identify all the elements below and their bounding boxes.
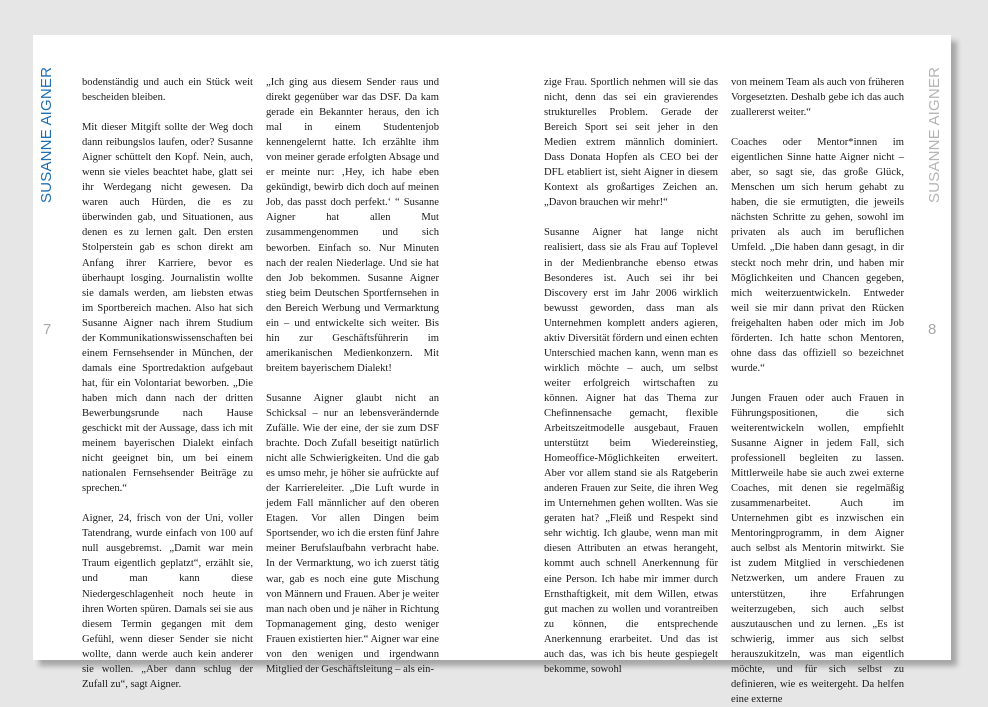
paragraph: Aigner, 24, frisch von der Uni, voller Tatendrang, wurde einfach von 100 auf null ausgebremst. „Damit war mein Traum eigentlich geplatzt“, erzählt sie, und man kann diese Niedergeschlagenheit noch heute in ihren Worten spüren. Damals sei sie aus diesem Termin gegangen mit dem Gefühl, wenn dieser Sender sie nicht wollte, dann werde auch kein anderer sie wollen. „Aber dann schlug der Zufall zu“, sagt Aigner. bbox=[82, 513, 253, 690]
paragraph: Susanne Aigner glaubt nicht an Schicksal – nur an lebensverändernde Zufälle. Wie der eine, der sie zum DSF brachte. Doch Zufall beseitigt natürlich nicht alle Schwierigkeiten. Und die gab es umso mehr, je höher sie aufrückte auf der Karriereleiter. „Die Luft wurde in jedem Fall männlicher auf den oberen Etagen. Vor allen Dingen beim Sportsender, wo ich die ersten fünf Jahre meiner Berufslaufbahn verbracht habe. In der Vermarktung, wo ich zuerst tätig war, gab es noch eine gute Mischung von Männern und Frauen. Aber je weiter man nach oben und je näher in Richtung Topmanagement ging, desto weniger Frauen existierten hier.“ Aigner war eine von den wenigen und irgendwann Mitglied der Geschäftsleitung – als ein- bbox=[266, 392, 439, 675]
page-number-left: 7 bbox=[43, 321, 52, 338]
author-name-right: SUSANNE AIGNER bbox=[926, 66, 943, 203]
text-column-2 bbox=[266, 75, 439, 677]
paragraph: „Ich ging aus diesem Sender raus und direkt gegenüber war das DSF. Da kam gerade ein Bekannter heraus, den ich mal in einem Studentenjob kennengelernt hatte. Ich erzählte ihm von meiner gerade erfolgten Absage und er meinte nur: ‚Hey, ich habe eben gekündigt, bewirb dich doch auf meinen Job, das passt doch perfekt.‘ “ Susanne Aigner hat allen Mut zusammengenommen und sich beworben. Einfach so. Nur Minuten nach der realen Niederlage. Und sie hat den Job bekommen. Susanne Aigner stieg beim Deutschen Sportfernsehen in den Bereich Werbung und Vermarktung ein – und entwickelte sich weiter. Bis hin zur Geschäftsführerin im amerikanischen Medienkonzern. Mit breitem bayerischem Dialekt! bbox=[266, 77, 439, 374]
text-column-1 bbox=[82, 75, 253, 692]
author-name-left: SUSANNE AIGNER bbox=[38, 66, 55, 203]
paragraph: Coaches oder Mentor*innen im eigentlichen Sinne hatte Aigner nicht – aber, so sagt sie, das große Glück, Menschen um sich herum gehabt zu haben, die sie ermutigten, die jeweils nächsten Schritte zu gehen, sowohl im privaten als auch im beruflichen Umfeld. „Die haben dann gesagt, in dir steckt noch mehr drin, und haben mir Möglichkeiten und Chancen gegeben, mich weiterzuentwickeln. Entweder weil sie mir dann privat den Rücken freigehalten haben oder mich im Job förderten. Ich hatte schon Mentoren, ohne dass das offiziell so bezeichnet wurde.“ bbox=[731, 137, 904, 374]
paragraph: bodenständig und auch ein Stück weit bescheiden bleiben. bbox=[82, 77, 253, 104]
magazine-spread bbox=[33, 35, 951, 705]
paragraph: Jungen Frauen oder auch Frauen in Führungspositionen, die sich weiterentwickeln wollen, empfiehlt Susanne Aigner in jedem Fall, sich professionell begleiten zu lassen. Mittlerweile habe sie auch zwei externe Coaches, mit denen sie regelmäßig zusammenarbeitet. Auch im Unternehmen gibt es inzwischen ein Mentoringprogramm, in dem Aigner auch selbst als Mentorin mitwirkt. Sie ist zudem Mitglied in verschiedenen Netzwerken, um andere Frauen zu unterstützen, ihre Erfahrungen weiterzugeben, sich auch selbst auszutauschen und zu lernen. „Es ist schwierig, immer aus sich selbst herauszukitzeln, was man eigentlich möchte, und für sich selbst zu definieren, wie es weitergeht. Da helfen eine externe bbox=[731, 392, 904, 705]
paragraph: zige Frau. Sportlich nehmen will sie das nicht, denn das sei ein gravierendes strukturelles Problem. Gerade der Bereich Sport sei seit jeher in den Medien extrem männlich dominiert. Dass Donata Hopfen als CEO bei der DFL etabliert ist, sieht Aigner in diesem Kontext als großartiges Zeichen an. „Davon brauchen wir mehr!“ bbox=[544, 77, 718, 209]
text-column-3 bbox=[544, 75, 718, 677]
page-number-right: 8 bbox=[928, 321, 937, 338]
paragraph: Susanne Aigner hat lange nicht realisiert, dass sie als Frau auf Toplevel in der Medienbranche ebenso etwas Besonderes ist. Auch sei ihr bei Discovery erst im Jahr 2006 wirklich bewusst geworden, dass man als Unternehmen komplett anders agieren, aktiv Diversität fördern und einen echten Unterschied machen kann, wenn man es wirklich möchte – auch, um selbst weiter erfolgreich wirtschaften zu können. Aigner hat das Thema zur Chefinnensache gemacht, flexible Arbeitszeitmodelle ausgebaut, Frauen unterstützt beim Wiedereinstieg, Homeoffice-Möglichkeiten erweitert. Aber vor allem stand sie als Ratgeberin anderen Frauen zur Seite, die ihren Weg im Unternehmen gehen wollten. Was sie geraten hat? „Fleiß und Respekt sind sehr wichtig. Ich glaube, wenn man mit diesen Attributen an etwas herangeht, kommt auch schnell Anerkennung für eine Person. Ich habe mir immer durch Ernsthaftigkeit, mit dem Willen, etwas gut machen zu wollen und vorantreiben zu können, die entsprechende Anerkennung erarbeitet. Und das ist auch das, was ich bis heute gespiegelt bekomme, sowohl bbox=[544, 227, 718, 675]
paragraph: von meinem Team als auch von früheren Vorgesetzten. Deshalb gebe ich das auch zuallererst weiter.“ bbox=[731, 77, 904, 119]
text-column-4 bbox=[731, 75, 904, 707]
paragraph: Mit dieser Mitgift sollte der Weg doch dann reibungslos laufen, oder? Susanne Aigner schüttelt den Kopf. Nein, auch, wenn sie vieles beachtet habe, glatt sei ihr Werdegang nicht gewesen. Da waren auch Hürden, die es zu überwinden gab, und Situationen, aus denen es zu lernen galt. Den ersten Stolperstein gab es schon direkt am Anfang ihrer Karriere, bevor es überhaupt losging. Journalistin wollte sie damals werden, am liebsten etwas im Sportbereich machen. Also hat sich Susanne Aigner nach ihrem Studium der Kommunikationswissenschaften bei einem Fernsehsender in München, der damals eine Sportredaktion aufgebaut hat, für ein Volontariat beworben. „Die haben mich dann nach der dritten Bewerbungsrunde nach Hause geschickt mit der Aussage, dass ich mit meinem bayerischen Dialekt einfach nicht geeignet bin, um bei einem nationalen Fernsehsender Beiträge zu sprechen.“ bbox=[82, 122, 253, 495]
